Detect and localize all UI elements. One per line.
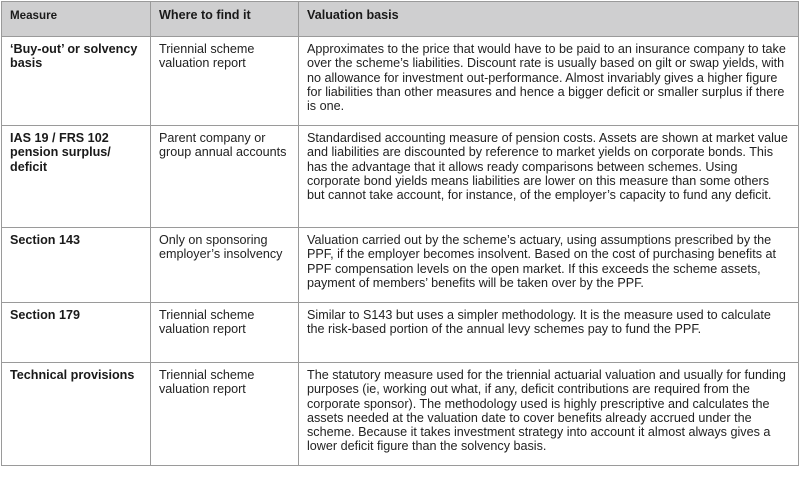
table-row bbox=[2, 228, 799, 303]
row-measure: Section 143 bbox=[2, 228, 151, 303]
table-row bbox=[2, 363, 799, 466]
row-measure: ‘Buy-out’ or solvency basis bbox=[2, 37, 151, 126]
row-measure: IAS 19 / FRS 102 pension surplus/ deficit bbox=[2, 126, 151, 228]
row-where: Triennial scheme valuation report bbox=[151, 363, 299, 466]
row-basis: Approximates to the price that would have to be paid to an insurance company to take over the scheme’s liabilities. Discount rate is usually based on gilt or swap yields, with no allowance for investment out-performance. Almost invariably gives a higher figure for liabilities than other measures and hence a bigger deficit or smaller surplus if there is one. bbox=[299, 37, 799, 126]
row-basis: Standardised accounting measure of pension costs. Assets are shown at market value and liabilities are discounted by reference to market yields on corporate bonds. This has the advantage that it allows ready comparisons between schemes. Using corporate bond yields means liabilities are lower on this measure than some others but cannot take account, for instance, of the employer’s capacity to fund any deficit. bbox=[299, 126, 799, 228]
table-header bbox=[2, 2, 799, 37]
row-where: Only on sponsoring employer’s insolvency bbox=[151, 228, 299, 303]
header-where-to-find: Where to find it bbox=[151, 2, 299, 37]
row-where: Parent company or group annual accounts bbox=[151, 126, 299, 228]
row-basis: Valuation carried out by the scheme’s actuary, using assumptions prescribed by the PPF, if the employer becomes insolvent. Based on the cost of purchasing benefits at PPF compensation levels on the open market. If this exceeds the scheme assets, payment of members’ benefits will be taken over by the PPF. bbox=[299, 228, 799, 303]
header-measure: Measure bbox=[2, 2, 151, 37]
row-basis: The statutory measure used for the triennial actuarial valuation and usually for funding purposes (ie, working out what, if any, deficit contributions are required from the corporate sponsor). The methodology used is highly prescriptive and calculates the assets needed at the valuation date to cover benefits already accrued under the scheme. Because it takes investment strategy into account it almost always gives a lower deficit figure than the solvency basis. bbox=[299, 363, 799, 466]
row-basis: Similar to S143 but uses a simpler methodology. It is the measure used to calculate the risk-based portion of the annual levy schemes pay to fund the PPF. bbox=[299, 303, 799, 363]
table-row bbox=[2, 303, 799, 363]
row-where: Triennial scheme valuation report bbox=[151, 37, 299, 126]
header-valuation-basis: Valuation basis bbox=[299, 2, 799, 37]
table-body bbox=[2, 37, 799, 466]
row-where: Triennial scheme valuation report bbox=[151, 303, 299, 363]
valuation-measures-table bbox=[1, 1, 799, 466]
table-row bbox=[2, 126, 799, 228]
row-measure: Section 179 bbox=[2, 303, 151, 363]
table-row bbox=[2, 37, 799, 126]
row-measure: Technical provisions bbox=[2, 363, 151, 466]
header-row bbox=[2, 2, 799, 37]
document-page bbox=[0, 1, 799, 486]
